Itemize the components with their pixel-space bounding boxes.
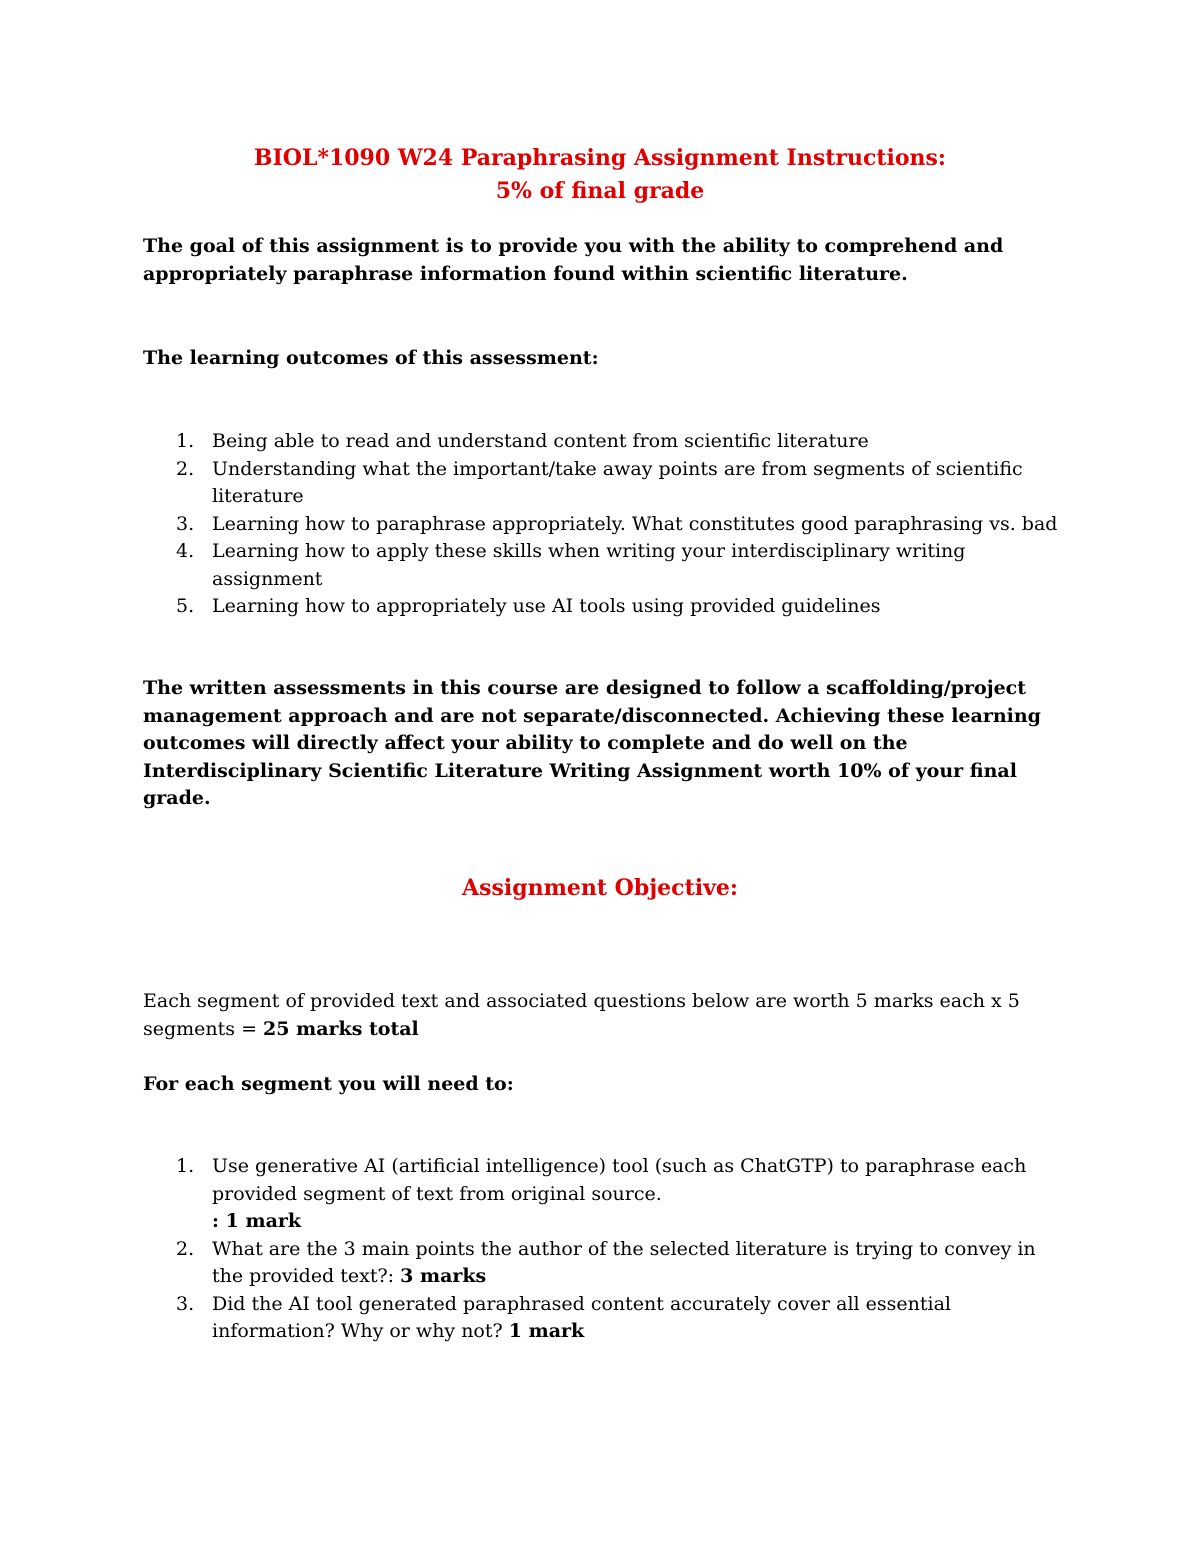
list-item bbox=[143, 593, 1063, 621]
title-line-2: 5% of final grade bbox=[495, 178, 705, 204]
list-item bbox=[143, 1153, 1063, 1236]
list-number: 4. bbox=[176, 540, 195, 562]
list-number: 5. bbox=[176, 595, 195, 617]
task-mark: : 1 mark bbox=[212, 1210, 302, 1232]
tasks-heading: For each segment you will need to: bbox=[143, 1073, 514, 1095]
outcomes-heading: The learning outcomes of this assessment: bbox=[143, 347, 599, 369]
list-item-text: Understanding what the important/take away points are from segments of scientific literature bbox=[212, 457, 1023, 507]
list-item-text: Being able to read and understand content from scientific literature bbox=[212, 430, 869, 452]
goal-paragraph: The goal of this assignment is to provide you with the ability to comprehend and appropriately paraphrase information found within scientific literature. bbox=[143, 235, 1004, 285]
task-mark: 3 marks bbox=[400, 1265, 487, 1287]
list-item-text: Learning how to apply these skills when writing your interdisciplinary writing assignment bbox=[212, 540, 966, 590]
list-item bbox=[143, 538, 1063, 593]
list-number: 2. bbox=[176, 1237, 195, 1260]
scaffolding-paragraph: The written assessments in this course are designed to follow a scaffolding/project management approach and are not separate/disconnected. Achieving these learning outcomes will directly affect your ability to complete and do well on the Interdisciplinary Scientific Literature Writing Assignment worth 10% of your final grade. bbox=[143, 677, 1041, 809]
list-item bbox=[143, 456, 1063, 511]
task-mark: 1 mark bbox=[508, 1320, 585, 1342]
list-item bbox=[143, 1291, 1063, 1346]
list-item bbox=[143, 428, 1063, 456]
list-item bbox=[143, 1236, 1063, 1291]
list-item-text: What are the 3 main points the author of the selected literature is trying to convey in the provided text?: bbox=[212, 1237, 1036, 1287]
outcomes-list bbox=[143, 428, 1063, 621]
list-number: 3. bbox=[176, 512, 195, 535]
list-number: 1. bbox=[176, 430, 195, 452]
marks-text: Each segment of provided text and associated questions below are worth 5 marks each x 5 segments = bbox=[143, 990, 1020, 1040]
title-line-1: BIOL*1090 W24 Paraphrasing Assignment Instructions: bbox=[253, 145, 947, 171]
list-number: 1. bbox=[176, 1155, 195, 1177]
list-number: 3. bbox=[176, 1292, 195, 1315]
list-item-text: Did the AI tool generated paraphrased content accurately cover all essential information? Why or why not? bbox=[212, 1292, 951, 1342]
marks-paragraph bbox=[143, 988, 1073, 1043]
tasks-list bbox=[143, 1153, 1063, 1346]
objective-heading: Assignment Objective: bbox=[462, 875, 738, 901]
list-item bbox=[143, 511, 1063, 539]
list-item-text: Learning how to appropriately use AI tools using provided guidelines bbox=[212, 595, 881, 617]
list-item-text: Use generative AI (artificial intelligence) tool (such as ChatGTP) to paraphrase each provided segment of text from original source. bbox=[212, 1155, 1027, 1205]
list-number: 2. bbox=[176, 457, 195, 480]
document-title bbox=[0, 142, 1200, 208]
marks-total: 25 marks total bbox=[263, 1017, 419, 1040]
list-item-text: Learning how to paraphrase appropriately. What constitutes good paraphrasing vs. bad bbox=[212, 512, 1058, 535]
